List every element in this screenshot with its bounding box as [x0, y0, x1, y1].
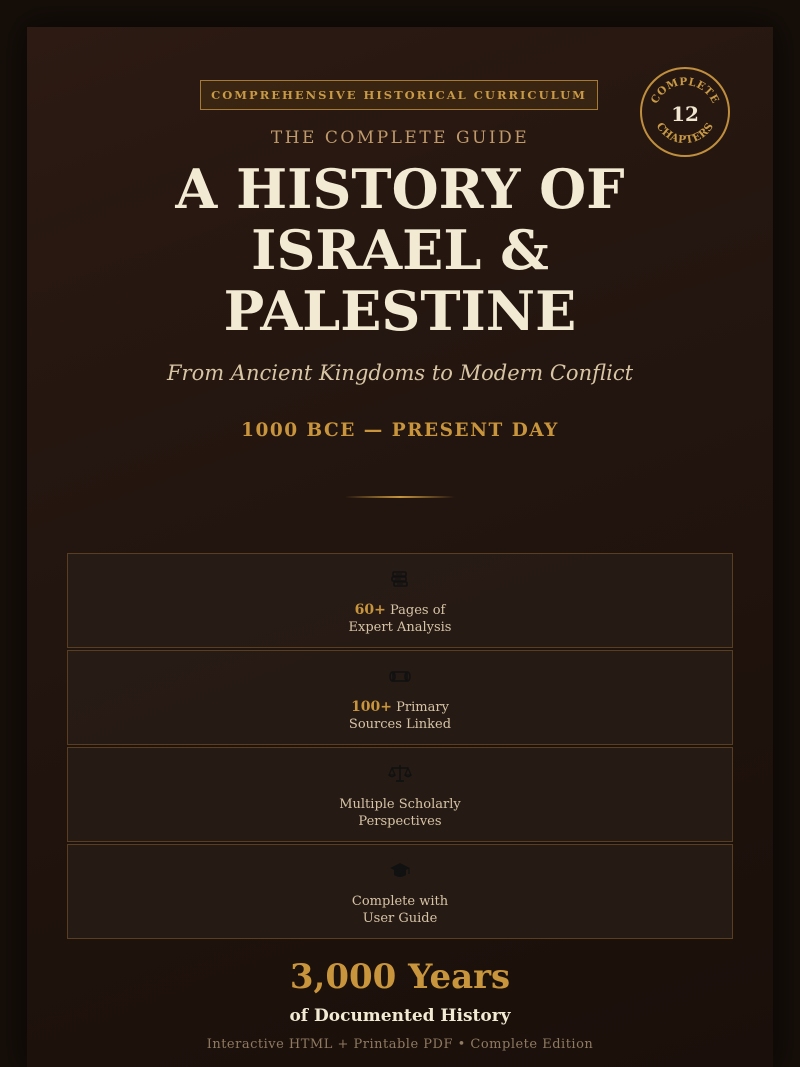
- feature-line-1: Pages of: [385, 603, 446, 618]
- feature-text: [68, 893, 732, 927]
- scales-icon: [68, 763, 732, 785]
- feature-text: [68, 699, 732, 733]
- gold-divider: [345, 496, 455, 498]
- seal-number: 12: [671, 102, 699, 126]
- era-range: 1000 BCE — PRESENT DAY: [241, 420, 559, 441]
- seal-bottom-text: CHAPTERS: [653, 120, 717, 147]
- title-line-1: A HISTORY OF: [175, 157, 625, 221]
- feature-perspectives: [67, 747, 733, 842]
- page-title: [27, 159, 773, 342]
- feature-line-1: Multiple Scholarly: [339, 797, 461, 812]
- guide-label: THE COMPLETE GUIDE: [270, 128, 530, 148]
- scroll-icon: [68, 666, 732, 688]
- feature-line-2: Perspectives: [358, 814, 442, 829]
- feature-pages: [67, 553, 733, 648]
- feature-highlight: 60+: [354, 602, 386, 618]
- seal-top-text: COMPLETE: [648, 75, 722, 106]
- feature-line-1: Primary: [392, 700, 449, 715]
- feature-text: [68, 796, 732, 830]
- title-line-3: PALESTINE: [223, 279, 577, 343]
- feature-user-guide: [67, 844, 733, 939]
- curriculum-ribbon: COMPREHENSIVE HISTORICAL CURRICULUM: [200, 80, 598, 110]
- feature-line-2: User Guide: [362, 911, 438, 926]
- years-subheadline: of Documented History: [289, 1006, 511, 1026]
- feature-line-2: Expert Analysis: [348, 620, 452, 635]
- feature-list: [67, 553, 733, 941]
- feature-highlight: 100+: [351, 699, 393, 715]
- book-cover: [27, 27, 773, 1067]
- feature-line-2: Sources Linked: [348, 717, 452, 732]
- graduation-cap-icon: [68, 860, 732, 882]
- feature-line-1: Complete with: [351, 894, 449, 909]
- feature-text: [68, 602, 732, 636]
- title-line-2: ISRAEL &: [251, 218, 549, 282]
- feature-sources: [67, 650, 733, 745]
- years-headline: 3,000 Years: [289, 957, 511, 997]
- edition-note: Interactive HTML + Printable PDF • Complete Edition: [206, 1037, 594, 1052]
- subtitle: From Ancient Kingdoms to Modern Conflict: [166, 361, 634, 385]
- books-icon: [68, 569, 732, 591]
